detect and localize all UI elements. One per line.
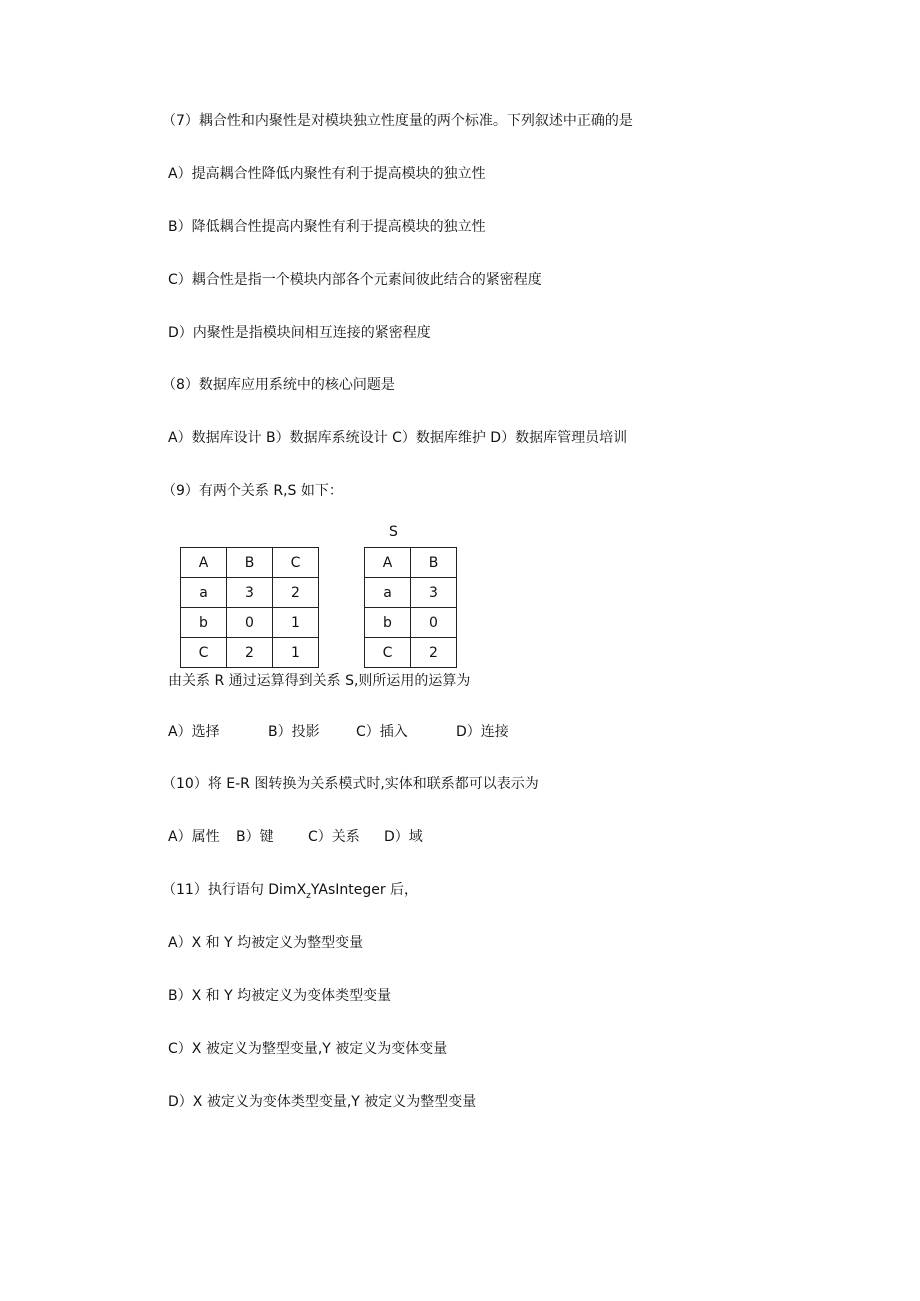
q11-stem-sub: z: [306, 890, 311, 901]
table-cell: C: [273, 548, 319, 578]
q9-option-a: A）选择: [168, 724, 220, 740]
q8-stem: （8）数据库应用系统中的核心问题是: [162, 377, 395, 393]
table-cell: b: [365, 608, 411, 638]
table-cell: A: [365, 548, 411, 578]
table-cell: a: [365, 578, 411, 608]
table-cell: B: [227, 548, 273, 578]
table-cell: 1: [273, 608, 319, 638]
q11-stem-post: YAsInteger 后，: [310, 882, 419, 898]
table-header-row: [365, 548, 457, 578]
q7-option-c: C）耦合性是指一个模块内部各个元素间彼此结合的紧密程度: [168, 272, 542, 288]
q11-option-c: C）X 被定义为整型变量,Y 被定义为变体变量: [168, 1041, 448, 1057]
table-cell: 0: [411, 608, 457, 638]
q11-stem-pre: （11）执行语句 DimX: [162, 882, 307, 898]
q7-stem: （7）耦合性和内聚性是对模块独立性度量的两个标准。下列叙述中正确的是: [162, 113, 633, 129]
q10-options: [168, 827, 423, 847]
q11-option-d: D）X 被定义为变体类型变量,Y 被定义为整型变量: [168, 1094, 477, 1110]
q10-option-b: B）键: [236, 829, 274, 845]
q10-option-d: D）域: [384, 829, 423, 845]
table-cell: C: [365, 638, 411, 668]
table-cell: b: [181, 608, 227, 638]
q11-stem: [162, 880, 418, 906]
q7-option-b: B）降低耦合性提高内聚性有利于提高模块的独立性: [168, 219, 486, 235]
table-row: [181, 578, 319, 608]
table-cell: a: [181, 578, 227, 608]
table-cell: C: [181, 638, 227, 668]
table-cell: 1: [273, 638, 319, 668]
q9-option-d: D）连接: [456, 724, 509, 740]
q7-option-a: A）提高耦合性降低内聚性有利于提高模块的独立性: [168, 166, 486, 182]
table-cell: 3: [227, 578, 273, 608]
q9-option-c: C）插入: [356, 724, 408, 740]
q9-options: [168, 722, 509, 742]
q10-option-a: A）属性: [168, 829, 220, 845]
q7-option-d: D）内聚性是指模块间相互连接的紧密程度: [168, 325, 431, 341]
table-cell: A: [181, 548, 227, 578]
table-cell: 2: [411, 638, 457, 668]
q9-after-text: 由关系 R 通过运算得到关系 S,则所运用的运算为: [168, 673, 471, 689]
q9-stem: （9）有两个关系 R,S 如下：: [162, 483, 343, 499]
table-row: [181, 638, 319, 668]
table-row: [365, 638, 457, 668]
table-cell: B: [411, 548, 457, 578]
relation-r-table: [180, 547, 319, 668]
q10-stem: （10）将 E-R 图转换为关系模式时,实体和联系都可以表示为: [162, 776, 539, 792]
q8-options: A）数据库设计 B）数据库系统设计 C）数据库维护 D）数据库管理员培训: [168, 430, 628, 446]
table-cell: 3: [411, 578, 457, 608]
relation-s-table: [364, 547, 457, 668]
relation-s-caption: S: [389, 524, 398, 540]
table-cell: 2: [227, 638, 273, 668]
table-cell: 2: [273, 578, 319, 608]
q9-option-b: B）投影: [268, 724, 320, 740]
q11-option-a: A）X 和 Y 均被定义为整型变量: [168, 935, 364, 951]
q11-option-b: B）X 和 Y 均被定义为变体类型变量: [168, 988, 392, 1004]
table-header-row: [181, 548, 319, 578]
table-row: [365, 578, 457, 608]
table-row: [365, 608, 457, 638]
table-cell: 0: [227, 608, 273, 638]
table-row: [181, 608, 319, 638]
q10-option-c: C）关系: [308, 829, 360, 845]
